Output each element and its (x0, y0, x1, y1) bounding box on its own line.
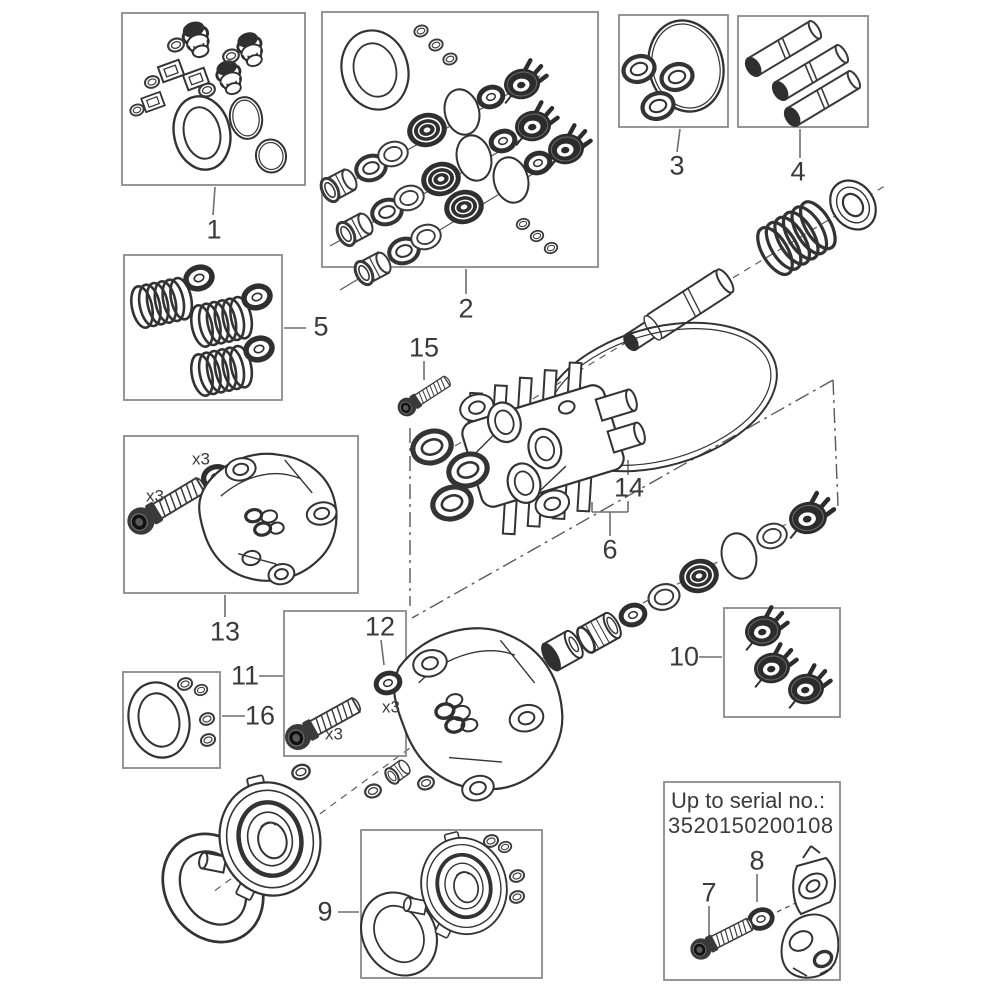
callout-11[interactable]: 11 (230, 660, 260, 691)
multiplier-washer-13: x3 (192, 449, 210, 469)
callout-6[interactable]: 6 (602, 534, 618, 565)
part-group-1-service-kit (129, 18, 289, 175)
callout-9[interactable]: 9 (317, 896, 333, 927)
multiplier-screw-12: x3 (325, 724, 343, 744)
callout-5[interactable]: 5 (313, 311, 329, 342)
callout-8[interactable]: 8 (749, 845, 765, 876)
part-group-16-gaskets (121, 676, 217, 764)
callout-15[interactable]: 15 (408, 332, 440, 363)
callout-13[interactable]: 13 (209, 616, 241, 647)
callout-16[interactable]: 16 (244, 700, 276, 731)
callout-1[interactable]: 1 (206, 214, 222, 245)
callout-12[interactable]: 12 (364, 611, 396, 642)
part-group-9-cover-kit (346, 823, 525, 989)
callout-7[interactable]: 7 (701, 877, 717, 908)
callout-2[interactable]: 2 (458, 293, 474, 324)
part-group-piston-rod-spring (618, 172, 885, 358)
callout-3[interactable]: 3 (669, 150, 685, 181)
part-group-5-springs (128, 264, 275, 398)
part-group-13-cylinder-head (122, 441, 349, 598)
multiplier-washer-12: x3 (382, 697, 400, 717)
bearing-cover-assembly (142, 765, 332, 961)
part-6-pump-head (451, 347, 663, 540)
serial-note-line2: 3520150200108 (668, 813, 834, 838)
callout-14[interactable]: 14 (613, 472, 645, 503)
part-group-4-studs (741, 18, 862, 130)
callout-10[interactable]: 10 (668, 641, 700, 672)
part-group-2-seal-kit (318, 23, 595, 290)
part-group-3-oring-kit (620, 12, 733, 122)
multiplier-screw-13: x3 (146, 486, 164, 506)
body-lower-small-parts (290, 758, 435, 800)
serial-note-line1: Up to serial no.: (671, 788, 826, 813)
part-group-10-valves (740, 605, 835, 708)
callout-4[interactable]: 4 (790, 156, 806, 187)
